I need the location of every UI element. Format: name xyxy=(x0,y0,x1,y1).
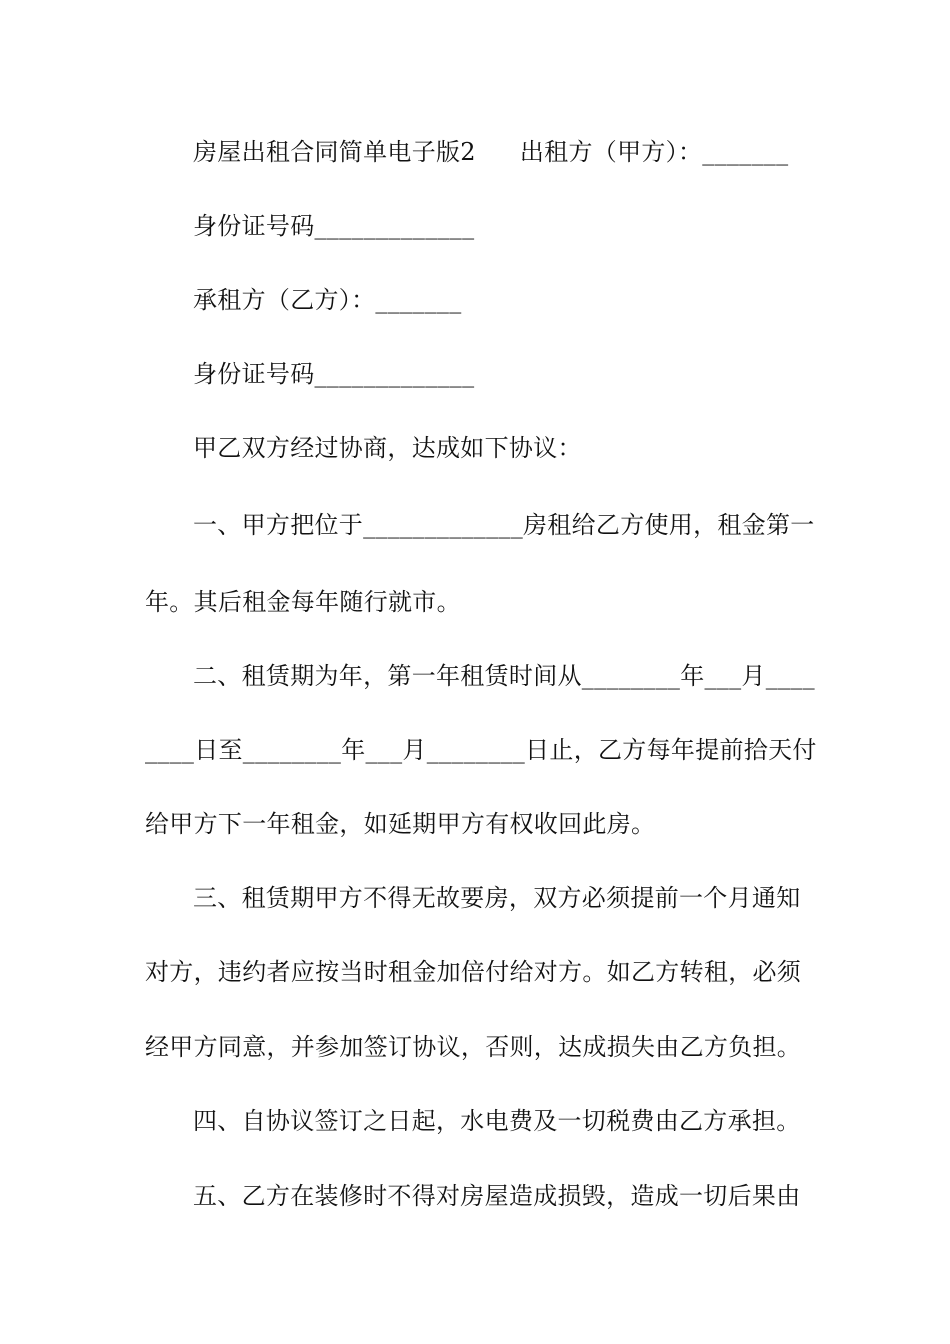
clause-2-line-1: 二、租赁期为年，第一年租赁时间从________年___月____ xyxy=(193,662,815,690)
clause-3-line-3: 经甲方同意，并参加签订协议，否则，达成损失由乙方负担。 xyxy=(145,1033,802,1061)
lessor-field: 出租方（甲方）：_______ xyxy=(519,138,789,166)
clause-3-line-2: 对方，违约者应按当时租金加倍付给对方。如乙方转租，必须 xyxy=(145,958,802,986)
clause-5-line-1: 五、乙方在装修时不得对房屋造成损毁，造成一切后果由 xyxy=(193,1182,801,1210)
clause-1-line-2: 年。其后租金每年随行就市。 xyxy=(145,588,461,616)
clause-3-line-1: 三、租赁期甲方不得无故要房，双方必须提前一个月通知 xyxy=(193,884,801,912)
clause-4-line-1: 四、自协议签订之日起，水电费及一切税费由乙方承担。 xyxy=(193,1107,801,1135)
clause-2-line-3: 给甲方下一年租金，如延期甲方有权收回此房。 xyxy=(145,810,656,838)
lessee-id-line: 身份证号码_____________ xyxy=(193,360,475,388)
document-title-line xyxy=(193,132,873,172)
document-title: 房屋出租合同简单电子版2 xyxy=(193,138,476,166)
lessee-line: 承租方（乙方）：_______ xyxy=(193,286,462,314)
lessor-id-line: 身份证号码_____________ xyxy=(193,212,475,240)
clause-1-line-1: 一、甲方把位于_____________房租给乙方使用，租金第一 xyxy=(193,511,815,539)
agreement-intro: 甲乙双方经过协商，达成如下协议： xyxy=(193,434,582,462)
clause-2-line-2: ____日至________年___月________日止，乙方每年提前拾天付 xyxy=(145,736,817,764)
